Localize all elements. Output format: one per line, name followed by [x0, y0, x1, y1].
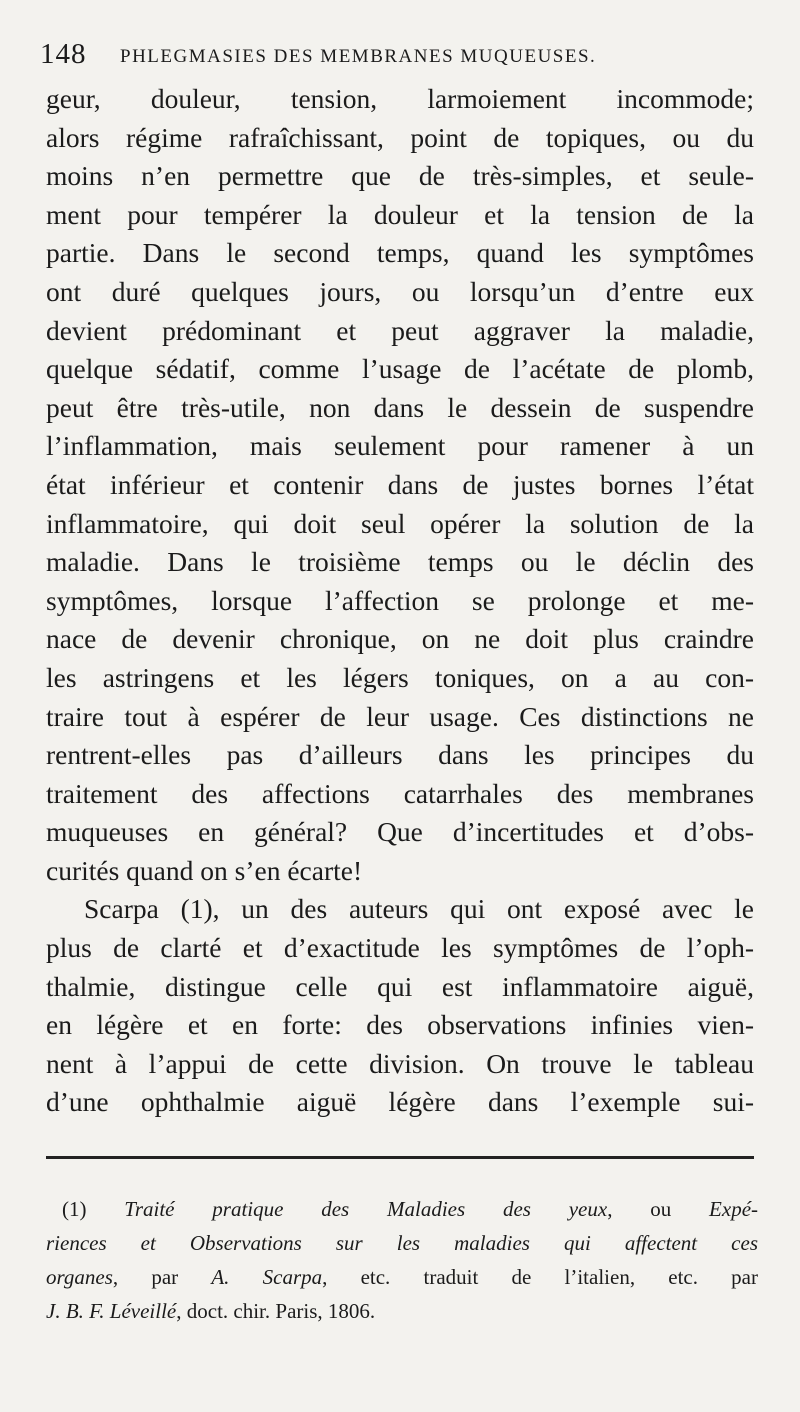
- text-line: partie. Dans le second temps, quand les symptômes: [46, 237, 754, 269]
- footnote-author: A. Scarpa: [211, 1265, 323, 1289]
- text-line: alors régime rafraîchissant, point de topiques, ou du: [46, 121, 754, 153]
- footnote: [46, 1192, 758, 1328]
- footnote-line: [46, 1294, 758, 1328]
- text-line: en légère et en forte: des observations infinies vien-: [46, 1009, 754, 1041]
- text-line: geur, douleur, tension, larmoiement incommode;: [46, 83, 754, 114]
- text-line: l’inflammation, mais seulement pour ramener à un: [46, 430, 754, 462]
- footnote-title: organes: [46, 1265, 113, 1289]
- text-line: d’une ophthalmie aiguë légère dans l’exemple sui-: [46, 1086, 754, 1118]
- footnote-text: , doct. chir. Paris, 1806.: [176, 1299, 376, 1323]
- text-line: état inférieur et contenir dans de justes bornes l’état: [46, 468, 754, 500]
- running-head: PHLEGMASIES DES MEMBRANES MUQUEUSES.: [120, 46, 597, 67]
- footnote-text: , par: [112, 1265, 179, 1289]
- paragraph-end-line: curités quand on s’en écarte!: [46, 854, 363, 886]
- footnote-text: , ou: [607, 1197, 672, 1221]
- text-line: rentrent-elles pas d’ailleurs dans les principes du: [46, 739, 754, 771]
- paragraph-start-line: Scarpa (1), un des auteurs qui ont exposé avec le: [84, 893, 754, 925]
- text-line: traitement des affections catarrhales des membranes: [46, 777, 754, 809]
- page-header: [40, 38, 760, 78]
- text-line: nent à l’appui de cette division. On trouve le tableau: [46, 1047, 754, 1079]
- footnote-divider: [46, 1156, 754, 1159]
- text-line: les astringens et les légers toniques, on a au con-: [46, 661, 754, 693]
- text-line: maladie. Dans le troisième temps ou le déclin des: [46, 546, 754, 578]
- footnote-line: [46, 1260, 758, 1294]
- footnote-translator: J. B. F. Léveillé: [46, 1299, 177, 1323]
- text-line: symptômes, lorsque l’affection se prolonge et me-: [46, 584, 754, 616]
- footnote-title: riences et Observations sur les maladies qui affectent ces: [46, 1231, 758, 1255]
- footnote-title: Traité pratique des Maladies des yeux: [124, 1197, 608, 1221]
- body-text: [46, 80, 754, 1122]
- text-line: thalmie, distingue celle qui est inflammatoire aiguë,: [46, 970, 754, 1002]
- text-line: devient prédominant et peut aggraver la maladie,: [46, 314, 754, 346]
- text-line: traire tout à espérer de leur usage. Ces distinctions ne: [46, 700, 754, 732]
- footnote-line: [46, 1192, 758, 1226]
- footnote-text: , etc. traduit de l’italien, etc. par: [322, 1265, 758, 1289]
- footnote-title: Expé-: [709, 1197, 758, 1221]
- text-line: muqueuses en général? Que d’incertitudes et d’obs-: [46, 816, 754, 848]
- text-line: moins n’en permettre que de très-simples, et seule-: [46, 160, 754, 192]
- page-number: 148: [40, 38, 87, 70]
- text-line: plus de clarté et d’exactitude les symptômes de l’oph-: [46, 932, 754, 964]
- text-line: ment pour tempérer la douleur et la tension de la: [46, 198, 754, 230]
- text-line: inflammatoire, qui doit seul opérer la solution de la: [46, 507, 754, 539]
- footnote-line: [46, 1226, 758, 1260]
- footnote-marker: (1): [62, 1197, 87, 1221]
- text-line: ont duré quelques jours, ou lorsqu’un d’entre eux: [46, 275, 754, 307]
- text-line: nace de devenir chronique, on ne doit plus craindre: [46, 623, 754, 655]
- text-line: peut être très-utile, non dans le dessein de suspendre: [46, 391, 754, 423]
- text-line: quelque sédatif, comme l’usage de l’acétate de plomb,: [46, 353, 754, 385]
